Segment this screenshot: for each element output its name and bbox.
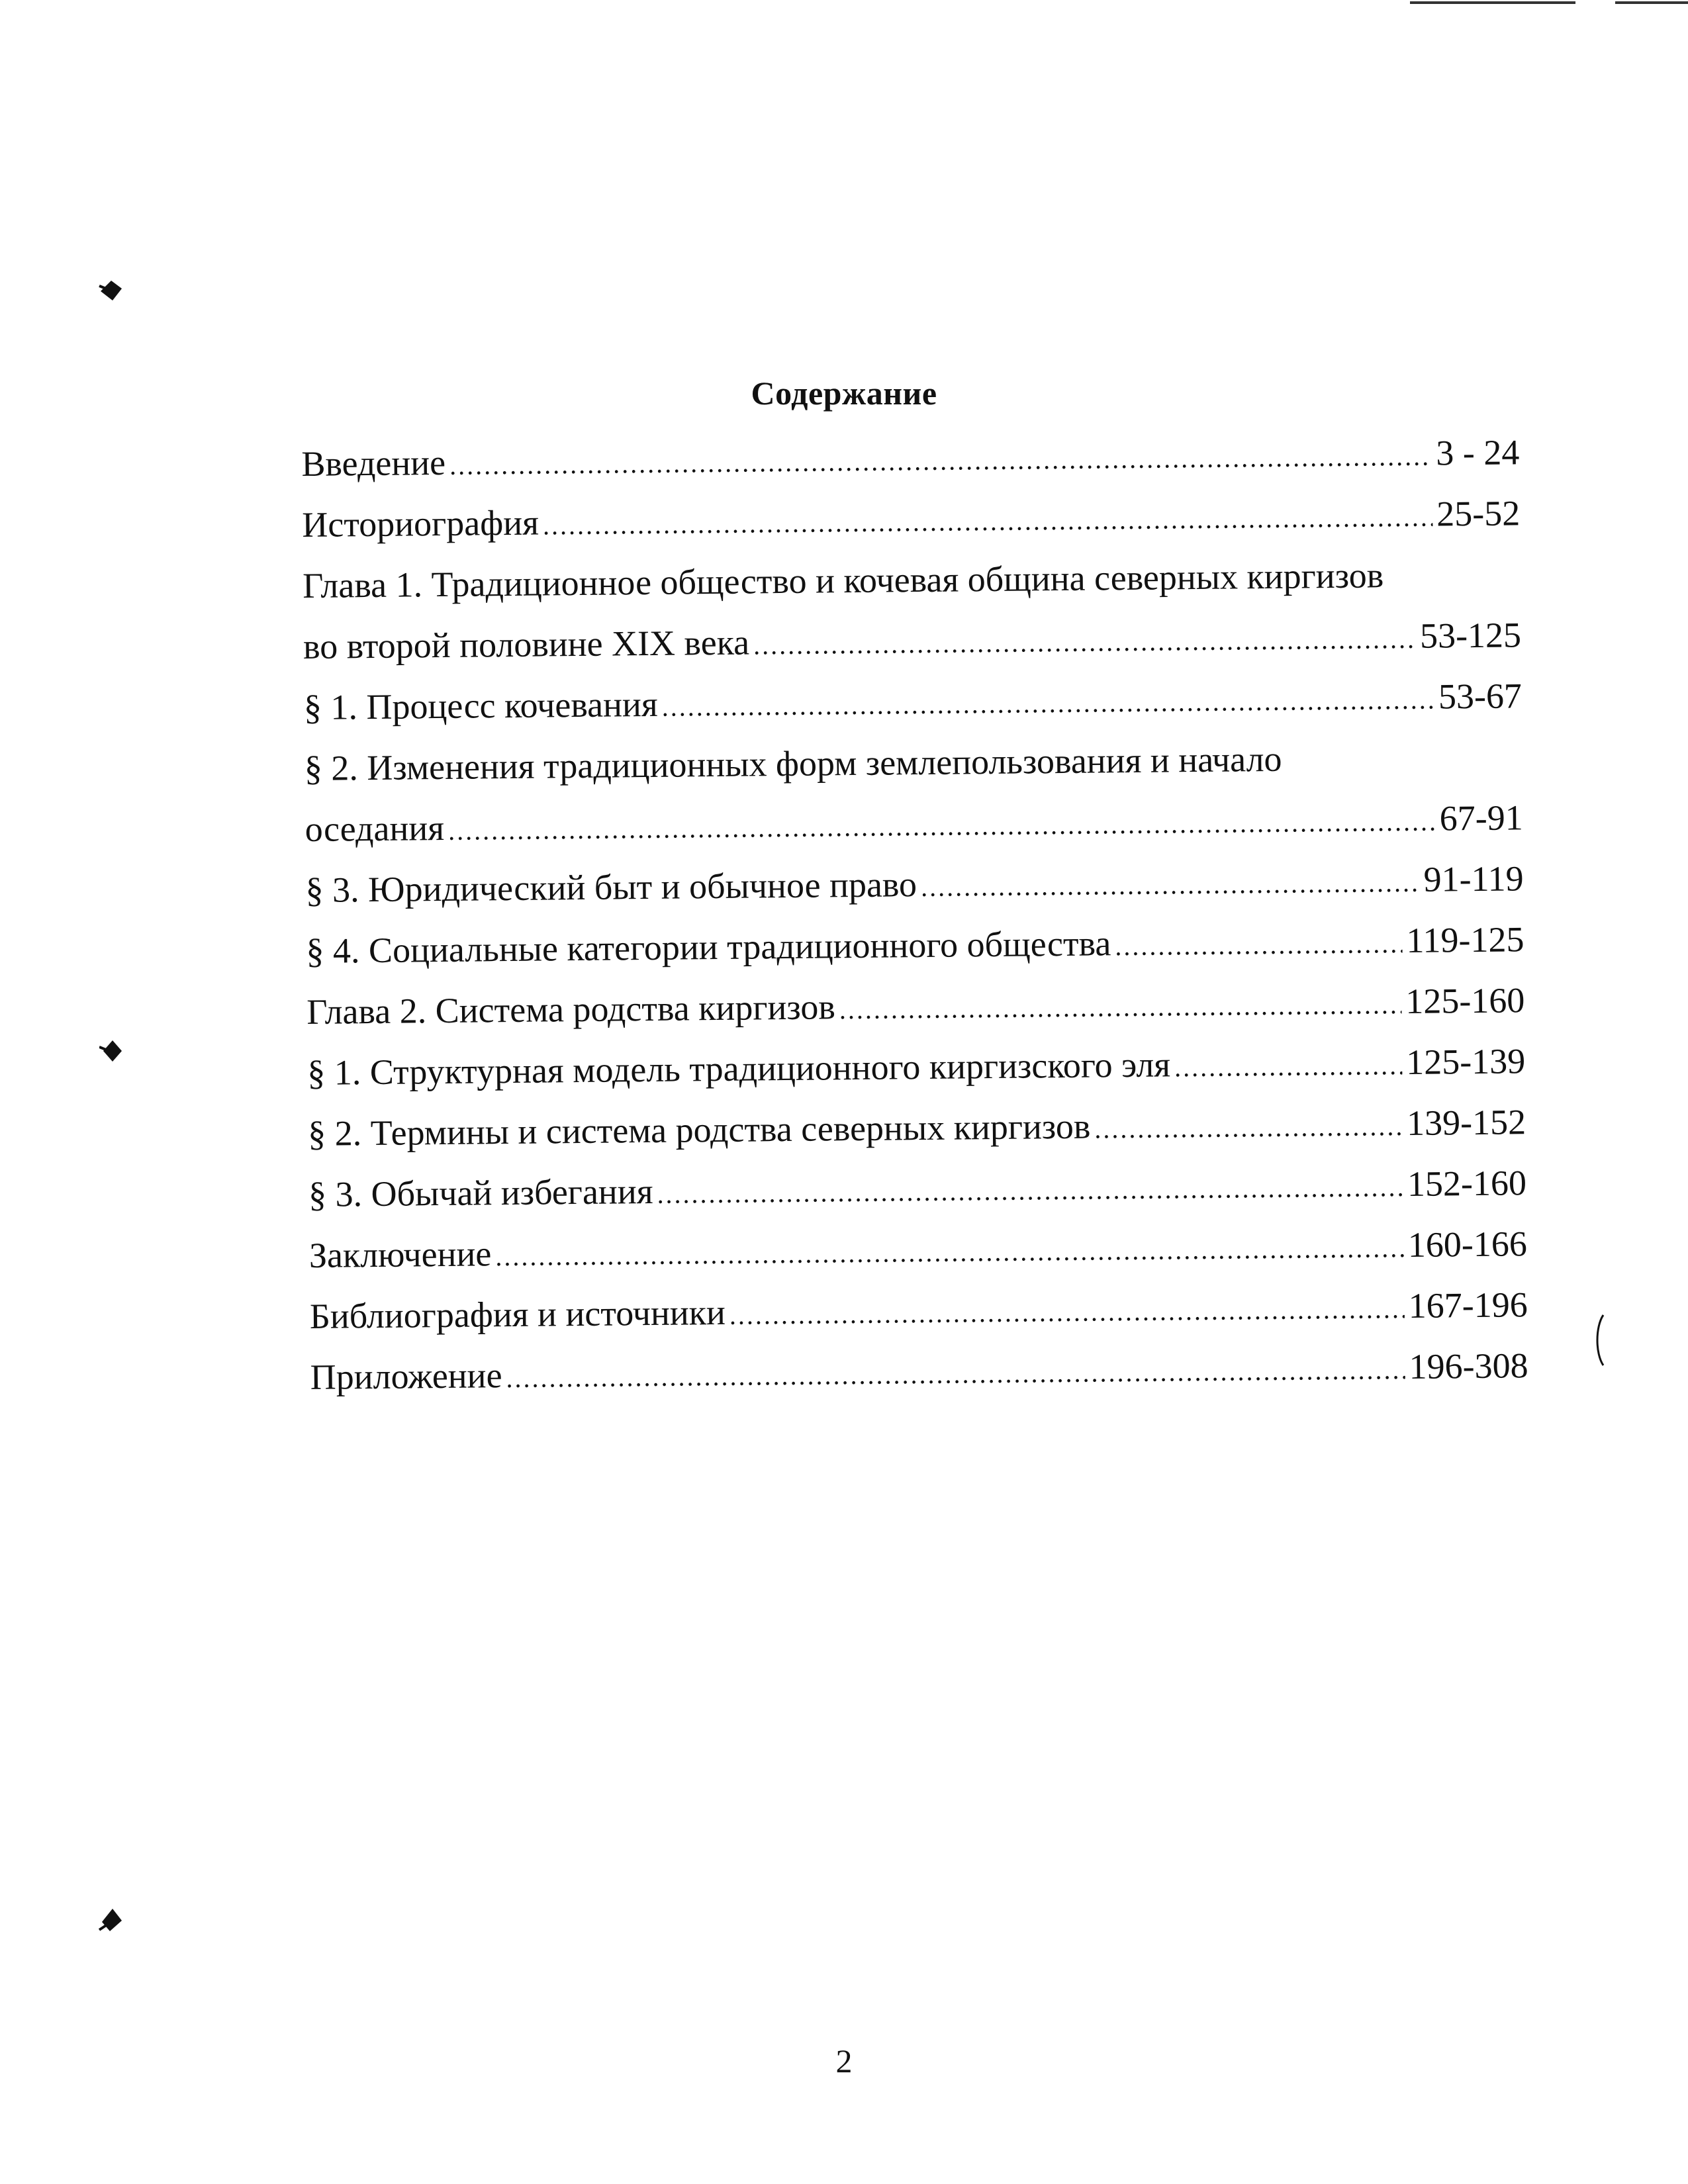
toc-leader-dots <box>839 974 1401 1040</box>
toc-leader-dots <box>753 609 1417 676</box>
toc-leader-dots <box>1115 913 1403 977</box>
toc-entry <box>310 1335 1528 1408</box>
toc-entry-label: § 1. Структурная модель традиционного киргизского эля <box>306 1044 1171 1093</box>
punch-mark-icon <box>98 1906 124 1933</box>
page-number: 2 <box>835 2042 853 2079</box>
toc-entry-pages: 53-67 <box>1438 676 1523 717</box>
toc-entry <box>306 909 1524 981</box>
toc-entry <box>301 422 1520 494</box>
table-of-contents <box>301 422 1528 1408</box>
toc-leader-dots <box>1174 1035 1403 1098</box>
toc-entry-label: § 2. Термины и система родства северных киргизов <box>307 1106 1091 1154</box>
punch-mark-icon <box>98 277 124 303</box>
toc-entry-label: Приложение <box>310 1355 502 1397</box>
toc-entry-pages: 125-160 <box>1405 980 1525 1022</box>
toc-entry-pages: 53-125 <box>1419 615 1522 656</box>
toc-entry-pages: 125-139 <box>1405 1041 1526 1083</box>
toc-leader-dots <box>506 1340 1405 1409</box>
scan-bracket-mark <box>1591 1314 1607 1367</box>
toc-leader-dots <box>1094 1096 1403 1160</box>
toc-entry-pages: 67-91 <box>1439 797 1523 839</box>
toc-entry-label: § 1. Процесс кочевания <box>303 684 659 727</box>
scan-edge-line <box>1615 1 1688 4</box>
toc-entry <box>305 787 1523 860</box>
toc-entry <box>308 1213 1527 1286</box>
toc-entry-label: § 3. Юридический быт и обычное право <box>305 864 917 910</box>
toc-entry-label: Историография <box>302 502 539 545</box>
toc-entry-pages: 3 - 24 <box>1436 432 1520 473</box>
toc-entry-pages: 139-152 <box>1406 1102 1526 1144</box>
toc-entry-label: во второй половине XIX века <box>303 622 750 666</box>
toc-entry-label: Глава 2. Система родства киргизов <box>306 987 836 1032</box>
scan-edge-line <box>1410 1 1575 4</box>
toc-entry-label: Введение <box>301 442 446 484</box>
toc-entry-pages: 160-166 <box>1407 1224 1528 1265</box>
toc-entry <box>302 482 1521 555</box>
toc-entry <box>309 1274 1528 1347</box>
toc-entry <box>308 1091 1526 1164</box>
toc-leader-dots <box>921 852 1420 918</box>
toc-title: Содержание <box>751 375 937 412</box>
toc-entry <box>307 1030 1526 1103</box>
toc-entry-pages: 25-52 <box>1436 493 1521 534</box>
toc-entry-label: § 3. Обычай избегания <box>308 1171 653 1214</box>
toc-entry-label: Заключение <box>308 1234 492 1275</box>
toc-entry <box>304 665 1523 738</box>
toc-entry-label: § 2. Изменения традиционных форм землепользования и начало <box>304 739 1282 788</box>
scan-edge-lines <box>1410 0 1688 7</box>
toc-entry-label: § 4. Социальные категории традиционного общества <box>306 923 1111 971</box>
toc-entry <box>308 1152 1527 1225</box>
toc-entry-wrapped-line <box>304 726 1523 799</box>
toc-entry-pages: 196-308 <box>1409 1345 1528 1387</box>
toc-entry-pages: 152-160 <box>1407 1163 1527 1205</box>
toc-entry <box>303 604 1522 677</box>
toc-leader-dots <box>657 1157 1403 1225</box>
punch-mark-icon <box>99 1038 126 1064</box>
toc-entry-pages: 167-196 <box>1408 1285 1528 1326</box>
toc-entry-pages: 119-125 <box>1406 919 1524 961</box>
toc-entry-label: Глава 1. Традиционное общество и кочевая община северных киргизов <box>302 555 1384 606</box>
toc-entry-label: оседания <box>305 807 445 849</box>
toc-entry <box>305 848 1524 921</box>
toc-entry-pages: 91-119 <box>1423 858 1524 899</box>
toc-entry-label: Библиография и источники <box>309 1292 726 1336</box>
toc-entry-wrapped-line <box>303 543 1521 616</box>
toc-entry <box>306 970 1525 1042</box>
toc-leader-dots <box>729 1279 1405 1346</box>
